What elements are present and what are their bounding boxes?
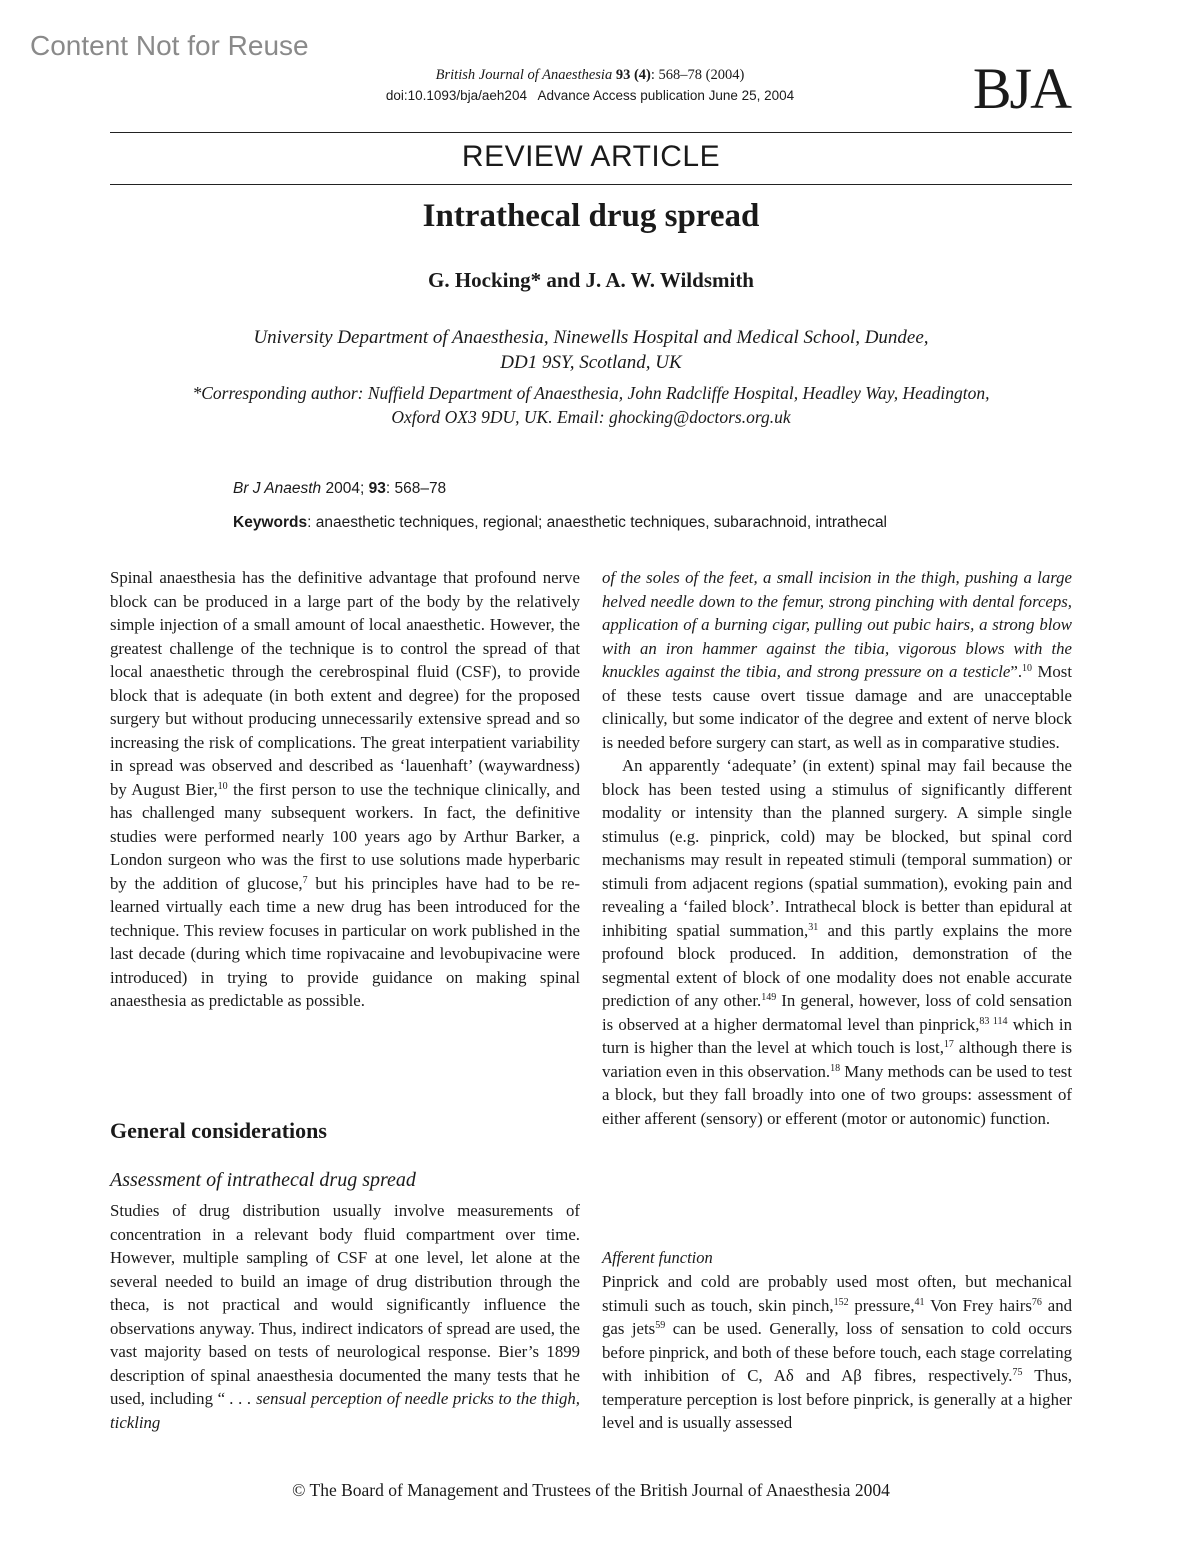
doi[interactable]: doi:10.1093/bja/aeh204 — [385, 88, 527, 103]
afferent-paragraph: Pinprick and cold are probably used most often, but mechanical stimuli such as touch, skin pinch,$^{152}$ pressure,$^{41}$ Von Frey hairs$^{76}$ and gas jets$^{59}$ can be used. Generally, loss of sensation to cold occurs before pinprick, and both of these before touch, each stage correlating with inhibition of C, Aδ and Aβ fibres, respectively.$^{75}$ Thus, temperature perception is lost before pinprick, is generally at a higher level and is usually assessed — [602, 1272, 1073, 1432]
reference[interactable]: 149 — [761, 992, 777, 1003]
heading-afferent-function: Afferent function — [602, 1248, 713, 1267]
section-rule — [110, 184, 1072, 185]
spinal-paragraph: An apparently ‘adequate’ (in extent) spinal may fail because the block has been tested using a stimulus of significantly different modality or intensity than the planned surgery. A simple single stimulus (e.g. pinprick, cold) may be blocked, but spinal cord mechanisms may result in repeated stimuli (temporal summation) or stimuli from adjacent regions (spatial summation), evoking pain and revealing a ‘failed block’. Intrathecal block is better than epidural at inhibiting spatial summation,$^{31}$ and this partly explains the more profound block produced. In addition, demonstration of the segmental extent of block of one modality does not enable accurate prediction of any other.$^{149}$ In general, however, loss of cold sensation is observed at a higher dermatomal level than pinprick,$^{83 114}$ which in turn is higher than the level at which touch is lost,$^{17}$ although there is variation even in this observation.$^{18}$ Many methods can be used to test a block, but they fall broadly into one of two groups: assessment of either afferent (sensory) or efferent (motor or autonomic) function. — [602, 756, 1073, 1128]
bja-logo: BJA — [972, 56, 1070, 121]
affiliation-line-1: University Department of Anaesthesia, Ninewells Hospital and Medical School, Dundee, — [253, 327, 929, 348]
top-rule — [110, 132, 1072, 133]
reference[interactable]: 18 — [830, 1062, 841, 1074]
citation-journal: Br J Anaesth — [233, 480, 322, 497]
corresponding-line-1: *Corresponding author: Nuffield Department of Anaesthesia, John Radcliffe Hospital, Headley Way, Headington, — [192, 383, 990, 403]
reference[interactable]: 152 — [833, 1296, 849, 1308]
right-column — [602, 566, 1072, 1130]
keywords-label: Keywords — [233, 514, 308, 531]
left-column — [110, 566, 580, 1013]
journal-citation-line — [300, 67, 880, 84]
section-type: REVIEW ARTICLE — [461, 140, 721, 173]
journal-name: British Journal of Anaesthesia — [435, 67, 613, 83]
reference[interactable]: 41 — [914, 1296, 925, 1308]
authors: G. Hocking* and J. A. W. Wildsmith — [427, 268, 754, 292]
reference[interactable]: 75 — [1012, 1367, 1023, 1378]
copyright-footer: © The Board of Management and Trustees of the British Journal of Anaesthesia 2004 — [292, 1480, 890, 1500]
affiliation-line-2: DD1 9SY, Scotland, UK — [500, 352, 682, 373]
assessment-paragraph: Studies of drug distribution usually involve measurements of concentration in a relevant body fluid compartment over time. However, multiple sampling of CSF at one level, let alone at the several needed to build an image of drug distribution through the theca, is not practical and would significantly influence the observations anyway. Thus, indirect indicators of spread are used, the vast majority based on tests of neurological response. Bier’s 1899 description of spinal anaesthesia documented the many tests that he used, including “ . . . sensual perception of needle pricks to the thigh, tickling — [110, 1201, 580, 1432]
reference[interactable]: 59 — [655, 1320, 666, 1331]
keywords-text: : anaesthetic techniques, regional; anaesthetic techniques, subarachnoid, intrathecal — [307, 514, 888, 531]
reference[interactable]: 76 — [1031, 1296, 1042, 1308]
heading-general-considerations: General considerations — [110, 1118, 327, 1143]
advance-access: Advance Access publication June 25, 2004 — [537, 88, 795, 103]
reference[interactable]: 10 — [217, 780, 228, 792]
citation-volume: 93 — [368, 480, 386, 497]
corresponding-author — [100, 381, 1082, 429]
corresponding-line-2: Oxford OX3 9DU, UK. Email: ghocking@doctors.org.uk — [391, 407, 791, 427]
journal-issue: (4) — [633, 67, 651, 83]
watermark: Content Not for Reuse — [30, 30, 309, 61]
intro-paragraph: Spinal anaesthesia has the definitive advantage that profound nerve block can be produced in a large part of the body by the relatively simple injection of a small amount of local anaesthetic. However, the greatest challenge of the technique is to control the spread of that local anaesthetic through the cerebrospinal fluid (CSF), to provide block that is adequate (in both extent and degree) for the proposed surgery but without producing unnecessarily extensive spread and so increasing the risk of complications. The great interpatient variability in spread was observed and described as ‘lauenhaft’ (waywardness) by August Bier,$^{10}$ the first person to use the technique clinically, and has challenged many subsequent workers. In fact, the definitive studies were performed nearly 100 years ago by Arthur Barker, a London surgeon who was the first to use solutions made hyperbaric by the addition of glucose,$^7$ but his principles have had to be re-learned virtually each time a new drug has been introduced for the technique. This review focuses in particular on work published in the last decade (during which time ropivacaine and levobupivacine were introduced) in trying to provide guidance on making spinal anaesthesia as predictable as possible. — [110, 568, 580, 1010]
keywords — [233, 514, 887, 532]
doi-line — [300, 88, 880, 103]
journal-volume: 93 — [615, 67, 631, 83]
affiliation — [110, 325, 1072, 375]
reference[interactable]: 10 — [1022, 663, 1033, 674]
reference[interactable]: 31 — [808, 921, 819, 933]
article-title: Intrathecal drug spread — [422, 198, 760, 234]
reference[interactable]: 7 — [302, 874, 308, 886]
reference[interactable]: 17 — [943, 1039, 954, 1050]
citation-year: 2004; — [325, 480, 365, 497]
citation-pages: : 568–78 — [385, 480, 447, 497]
citation-line — [233, 480, 446, 498]
quote-paragraph: of the soles of the feet, a small incision in the thigh, pushing a large helved needle down to the femur, strong pinching with dental forceps, application of a burning cigar, pulling out pubic hairs, a strong blow with an iron hammer against the tibia, vigorous blows with the knuckles against the tibia, and strong pressure on a testicle”.$^{10}$ Most of these tests cause overt tissue damage and are unacceptable clinically, but some indicator of the degree and extent of nerve block is needed before surgery can start, as well as in comparative studies. — [602, 568, 1073, 752]
heading-assessment: Assessment of intrathecal drug spread — [110, 1169, 416, 1191]
reference[interactable]: 83 114 — [979, 1015, 1008, 1027]
journal-pages: : 568–78 (2004) — [650, 67, 745, 83]
